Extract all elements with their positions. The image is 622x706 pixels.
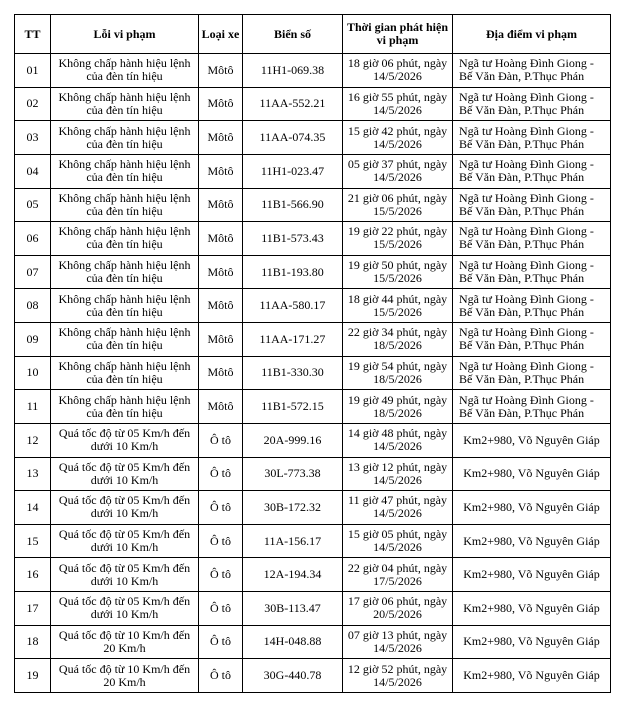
cell-time: 17 giờ 06 phút, ngày 20/5/2026 [343, 592, 453, 626]
cell-violation: Không chấp hành hiệu lệnh của đèn tín hiệu [51, 188, 199, 222]
header-location: Địa điểm vi phạm [453, 15, 611, 54]
cell-vehicle-type: Ô tô [199, 423, 243, 457]
header-time: Thời gian phát hiện vi phạm [343, 15, 453, 54]
cell-violation: Không chấp hành hiệu lệnh của đèn tín hiệu [51, 356, 199, 390]
cell-time: 22 giờ 34 phút, ngày 18/5/2026 [343, 323, 453, 357]
table-row [15, 222, 611, 256]
table-row [15, 323, 611, 357]
cell-time: 14 giờ 48 phút, ngày 14/5/2026 [343, 423, 453, 457]
cell-tt: 09 [15, 323, 51, 357]
cell-time: 19 giờ 22 phút, ngày 15/5/2026 [343, 222, 453, 256]
cell-vehicle-type: Môtô [199, 356, 243, 390]
cell-vehicle-type: Môtô [199, 323, 243, 357]
cell-location: Ngã tư Hoàng Đình Giong - Bế Văn Đàn, P.Thục Phán [453, 390, 611, 424]
cell-tt: 06 [15, 222, 51, 256]
cell-plate: 30G-440.78 [243, 659, 343, 693]
cell-plate: 11B1-330.30 [243, 356, 343, 390]
header-violation: Lỗi vi phạm [51, 15, 199, 54]
cell-vehicle-type: Ô tô [199, 592, 243, 626]
cell-tt: 15 [15, 524, 51, 558]
cell-location: Ngã tư Hoàng Đình Giong - Bế Văn Đàn, P.Thục Phán [453, 222, 611, 256]
cell-vehicle-type: Môtô [199, 121, 243, 155]
cell-time: 07 giờ 13 phút, ngày 14/5/2026 [343, 625, 453, 659]
cell-violation: Không chấp hành hiệu lệnh của đèn tín hiệu [51, 323, 199, 357]
cell-location: Ngã tư Hoàng Đình Giong - Bế Văn Đàn, P.Thục Phán [453, 54, 611, 88]
cell-time: 15 giờ 42 phút, ngày 14/5/2026 [343, 121, 453, 155]
cell-plate: 11AA-074.35 [243, 121, 343, 155]
cell-tt: 14 [15, 491, 51, 525]
cell-violation: Không chấp hành hiệu lệnh của đèn tín hiệu [51, 289, 199, 323]
cell-plate: 14H-048.88 [243, 625, 343, 659]
cell-tt: 05 [15, 188, 51, 222]
cell-vehicle-type: Ô tô [199, 625, 243, 659]
cell-time: 16 giờ 55 phút, ngày 14/5/2026 [343, 87, 453, 121]
table-row [15, 255, 611, 289]
cell-tt: 03 [15, 121, 51, 155]
cell-violation: Quá tốc độ từ 05 Km/h đến dưới 10 Km/h [51, 558, 199, 592]
cell-plate: 20A-999.16 [243, 423, 343, 457]
cell-violation: Không chấp hành hiệu lệnh của đèn tín hiệu [51, 87, 199, 121]
table-row [15, 188, 611, 222]
table-row [15, 524, 611, 558]
table-row [15, 289, 611, 323]
cell-tt: 01 [15, 54, 51, 88]
table-row [15, 558, 611, 592]
cell-tt: 04 [15, 154, 51, 188]
header-row [15, 15, 611, 54]
cell-vehicle-type: Môtô [199, 154, 243, 188]
cell-vehicle-type: Ô tô [199, 558, 243, 592]
table-row [15, 390, 611, 424]
table-row [15, 592, 611, 626]
cell-tt: 08 [15, 289, 51, 323]
cell-location: Ngã tư Hoàng Đình Giong - Bế Văn Đàn, P.Thục Phán [453, 154, 611, 188]
cell-tt: 10 [15, 356, 51, 390]
header-plate: Biển số [243, 15, 343, 54]
cell-plate: 11B1-572.15 [243, 390, 343, 424]
cell-vehicle-type: Ô tô [199, 659, 243, 693]
cell-location: Ngã tư Hoàng Đình Giong - Bế Văn Đàn, P.Thục Phán [453, 121, 611, 155]
table-row [15, 121, 611, 155]
violations-table [14, 14, 611, 693]
cell-tt: 13 [15, 457, 51, 491]
cell-time: 19 giờ 49 phút, ngày 18/5/2026 [343, 390, 453, 424]
cell-plate: 12A-194.34 [243, 558, 343, 592]
cell-violation: Quá tốc độ từ 10 Km/h đến 20 Km/h [51, 659, 199, 693]
cell-vehicle-type: Môtô [199, 390, 243, 424]
cell-plate: 11H1-069.38 [243, 54, 343, 88]
cell-violation: Quá tốc độ từ 05 Km/h đến dưới 10 Km/h [51, 524, 199, 558]
cell-vehicle-type: Môtô [199, 188, 243, 222]
cell-time: 13 giờ 12 phút, ngày 14/5/2026 [343, 457, 453, 491]
cell-tt: 19 [15, 659, 51, 693]
cell-tt: 17 [15, 592, 51, 626]
cell-time: 05 giờ 37 phút, ngày 14/5/2026 [343, 154, 453, 188]
cell-plate: 11B1-573.43 [243, 222, 343, 256]
cell-time: 15 giờ 05 phút, ngày 14/5/2026 [343, 524, 453, 558]
cell-violation: Không chấp hành hiệu lệnh của đèn tín hiệu [51, 154, 199, 188]
cell-violation: Quá tốc độ từ 05 Km/h đến dưới 10 Km/h [51, 423, 199, 457]
table-row [15, 356, 611, 390]
cell-plate: 11H1-023.47 [243, 154, 343, 188]
cell-violation: Không chấp hành hiệu lệnh của đèn tín hiệu [51, 255, 199, 289]
table-row [15, 154, 611, 188]
cell-plate: 30B-172.32 [243, 491, 343, 525]
cell-vehicle-type: Môtô [199, 54, 243, 88]
cell-vehicle-type: Môtô [199, 289, 243, 323]
table-row [15, 625, 611, 659]
cell-time: 12 giờ 52 phút, ngày 14/5/2026 [343, 659, 453, 693]
cell-location: Km2+980, Võ Nguyên Giáp [453, 423, 611, 457]
cell-vehicle-type: Môtô [199, 222, 243, 256]
cell-location: Km2+980, Võ Nguyên Giáp [453, 625, 611, 659]
cell-plate: 30L-773.38 [243, 457, 343, 491]
cell-time: 19 giờ 50 phút, ngày 15/5/2026 [343, 255, 453, 289]
cell-plate: 11B1-193.80 [243, 255, 343, 289]
cell-plate: 11AA-552.21 [243, 87, 343, 121]
cell-violation: Quá tốc độ từ 10 Km/h đến 20 Km/h [51, 625, 199, 659]
cell-violation: Quá tốc độ từ 05 Km/h đến dưới 10 Km/h [51, 491, 199, 525]
table-row [15, 457, 611, 491]
cell-location: Ngã tư Hoàng Đình Giong - Bế Văn Đàn, P.Thục Phán [453, 289, 611, 323]
table-row [15, 659, 611, 693]
cell-violation: Không chấp hành hiệu lệnh của đèn tín hiệu [51, 121, 199, 155]
cell-vehicle-type: Môtô [199, 87, 243, 121]
cell-location: Km2+980, Võ Nguyên Giáp [453, 558, 611, 592]
cell-violation: Không chấp hành hiệu lệnh của đèn tín hiệu [51, 222, 199, 256]
cell-tt: 12 [15, 423, 51, 457]
cell-location: Km2+980, Võ Nguyên Giáp [453, 457, 611, 491]
cell-tt: 07 [15, 255, 51, 289]
table-body [15, 54, 611, 693]
cell-vehicle-type: Ô tô [199, 457, 243, 491]
cell-time: 19 giờ 54 phút, ngày 18/5/2026 [343, 356, 453, 390]
cell-plate: 30B-113.47 [243, 592, 343, 626]
header-vehicle-type: Loại xe [199, 15, 243, 54]
cell-location: Ngã tư Hoàng Đình Giong - Bế Văn Đàn, P.Thục Phán [453, 255, 611, 289]
cell-tt: 11 [15, 390, 51, 424]
cell-time: 22 giờ 04 phút, ngày 17/5/2026 [343, 558, 453, 592]
cell-location: Km2+980, Võ Nguyên Giáp [453, 491, 611, 525]
cell-vehicle-type: Ô tô [199, 491, 243, 525]
header-tt: TT [15, 15, 51, 54]
cell-location: Km2+980, Võ Nguyên Giáp [453, 659, 611, 693]
table-row [15, 423, 611, 457]
table-row [15, 87, 611, 121]
cell-vehicle-type: Ô tô [199, 524, 243, 558]
table-row [15, 54, 611, 88]
cell-plate: 11B1-566.90 [243, 188, 343, 222]
cell-location: Ngã tư Hoàng Đình Giong - Bế Văn Đàn, P.Thục Phán [453, 188, 611, 222]
cell-time: 21 giờ 06 phút, ngày 15/5/2026 [343, 188, 453, 222]
cell-violation: Quá tốc độ từ 05 Km/h đến dưới 10 Km/h [51, 457, 199, 491]
table-row [15, 491, 611, 525]
cell-location: Ngã tư Hoàng Đình Giong - Bế Văn Đàn, P.Thục Phán [453, 323, 611, 357]
cell-location: Km2+980, Võ Nguyên Giáp [453, 592, 611, 626]
cell-time: 11 giờ 47 phút, ngày 14/5/2026 [343, 491, 453, 525]
cell-location: Ngã tư Hoàng Đình Giong - Bế Văn Đàn, P.Thục Phán [453, 356, 611, 390]
cell-tt: 18 [15, 625, 51, 659]
cell-plate: 11AA-580.17 [243, 289, 343, 323]
cell-location: Ngã tư Hoàng Đình Giong - Bế Văn Đàn, P.Thục Phán [453, 87, 611, 121]
cell-plate: 11AA-171.27 [243, 323, 343, 357]
cell-time: 18 giờ 06 phút, ngày 14/5/2026 [343, 54, 453, 88]
cell-vehicle-type: Môtô [199, 255, 243, 289]
cell-location: Km2+980, Võ Nguyên Giáp [453, 524, 611, 558]
cell-violation: Quá tốc độ từ 05 Km/h đến dưới 10 Km/h [51, 592, 199, 626]
cell-tt: 02 [15, 87, 51, 121]
cell-violation: Không chấp hành hiệu lệnh của đèn tín hiệu [51, 54, 199, 88]
cell-tt: 16 [15, 558, 51, 592]
cell-plate: 11A-156.17 [243, 524, 343, 558]
cell-time: 18 giờ 44 phút, ngày 15/5/2026 [343, 289, 453, 323]
cell-violation: Không chấp hành hiệu lệnh của đèn tín hiệu [51, 390, 199, 424]
